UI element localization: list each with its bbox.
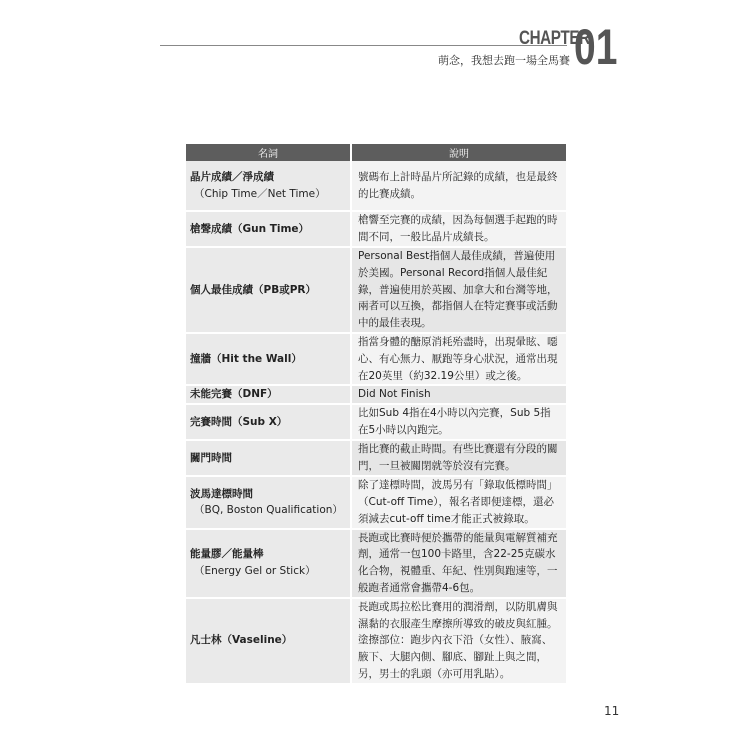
term-cell	[186, 598, 351, 684]
term-name: 未能完賽（DNF）	[190, 388, 278, 401]
chapter-subtitle: 萌念，我想去跑一場全馬賽	[438, 54, 570, 67]
table-row	[186, 529, 566, 598]
term-cell	[186, 476, 351, 528]
table-header-row	[186, 144, 566, 161]
table-row	[186, 333, 566, 385]
table-row	[186, 211, 566, 247]
term-name: 完賽時間（Sub X）	[190, 415, 288, 428]
term-name: 關門時間	[190, 451, 232, 464]
term-name: 凡士林（Vaseline）	[190, 634, 293, 647]
term-cell	[186, 247, 351, 333]
column-header-description: 說明	[351, 144, 566, 161]
term-english: （BQ, Boston Qualification）	[194, 504, 343, 517]
description-cell: Personal Best指個人最佳成績，普遍使用於美國。Personal Record指個人最佳紀錄，普遍使用於英國、加拿大和台灣等地，兩者可以互換，都指個人在特定賽事或活動中的最佳表現。	[351, 247, 566, 333]
glossary-table	[186, 144, 566, 685]
term-cell	[186, 333, 351, 385]
table-row	[186, 161, 566, 211]
table-row	[186, 598, 566, 684]
description-cell: 槍響至完賽的成績，因為每個選手起跑的時間不同，一般比晶片成績長。	[351, 211, 566, 247]
table-row	[186, 440, 566, 476]
table-row	[186, 404, 566, 440]
term-name: 能量膠／能量棒	[190, 548, 264, 561]
term-cell	[186, 385, 351, 404]
page-number: 11	[604, 704, 620, 718]
term-cell	[186, 211, 351, 247]
term-english: （Energy Gel or Stick）	[194, 565, 316, 578]
term-english: （Chip Time／Net Time）	[194, 187, 326, 200]
description-cell: 長跑或馬拉松比賽用的潤滑劑，以防肌膚與濕黏的衣服產生摩擦所導致的破皮與紅腫。塗擦部位：跑步內衣下沿（女性）、腋窩、腋下、大腿內側、腳底、腳趾上與之間，另，男士的乳頭（亦可用乳貼）。	[351, 598, 566, 684]
column-header-term: 名詞	[186, 144, 351, 161]
table-row	[186, 476, 566, 528]
term-name: 個人最佳成績（PB或PR）	[190, 283, 316, 296]
description-cell: 指當身體的醣原消耗殆盡時，出現暈眩、噁心、有心無力、厭跑等身心狀況，通常出現在20英里（約32.19公里）或之後。	[351, 333, 566, 385]
term-cell	[186, 440, 351, 476]
description-cell: 指比賽的截止時間。有些比賽還有分段的關門，一旦被關閉就等於沒有完賽。	[351, 440, 566, 476]
term-name: 撞牆（Hit the Wall）	[190, 352, 302, 365]
description-cell: 號碼布上計時晶片所記錄的成績，也是最終的比賽成績。	[351, 161, 566, 211]
chapter-label: CHAPTER	[519, 28, 590, 49]
description-cell: 比如Sub 4指在4小時以內完賽，Sub 5指在5小時以內跑完。	[351, 404, 566, 440]
term-name: 晶片成績／淨成績	[190, 170, 274, 183]
description-cell: Did Not Finish	[351, 385, 566, 404]
term-cell	[186, 529, 351, 598]
chapter-number: 01	[574, 19, 618, 75]
term-cell	[186, 161, 351, 211]
term-name: 槍聲成績（Gun Time）	[190, 222, 310, 235]
table-row	[186, 247, 566, 333]
header-rule	[160, 45, 567, 46]
term-name: 波馬達標時間	[190, 487, 253, 500]
table-row	[186, 385, 566, 404]
description-cell: 長跑或比賽時便於攜帶的能量與電解質補充劑，通常一包100卡路里，含22-25克碳水化合物，視體重、年紀、性別與跑速等，一般跑者通常會攜帶4-6包。	[351, 529, 566, 598]
description-cell: 除了達標時間，波馬另有「錄取低標時間」（Cut-off Time），報名者即便達標，還必須減去cut-off time才能正式被錄取。	[351, 476, 566, 528]
term-cell	[186, 404, 351, 440]
